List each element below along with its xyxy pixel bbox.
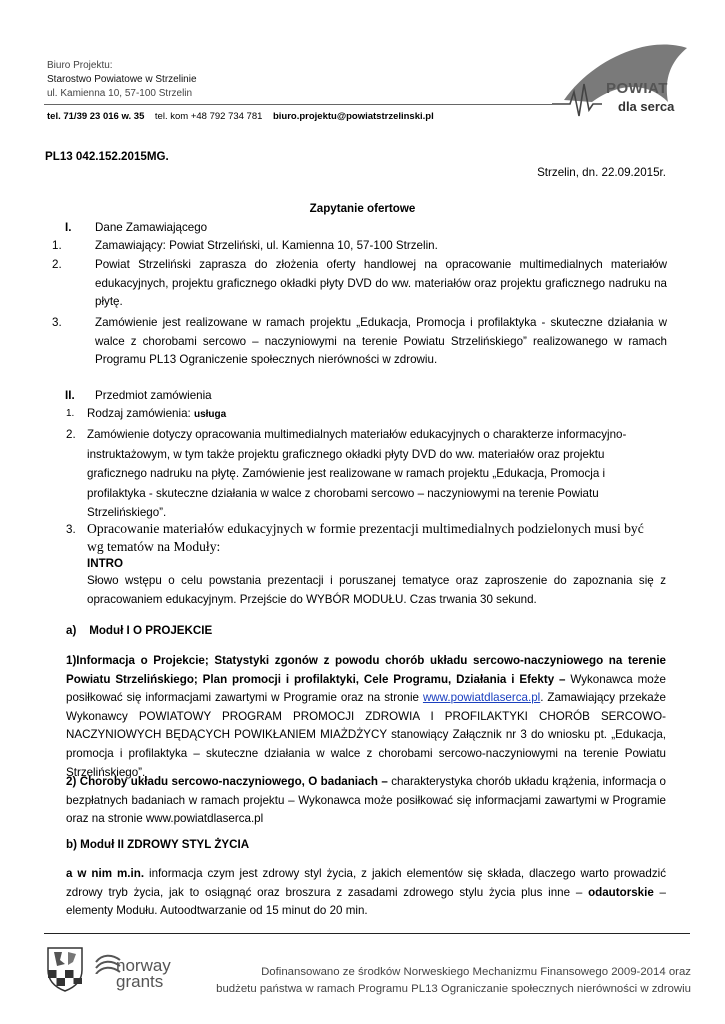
section-2-item-2 — [66, 425, 666, 523]
funding-line-1: Dofinansowano ze środków Norweskiego Mechanizmu Finansowego 2009-2014 oraz — [261, 966, 691, 978]
office-name: Starostwo Powiatowe w Strzelinie — [47, 74, 197, 85]
item-number: 3. — [52, 316, 62, 329]
grants-text: grants — [116, 972, 164, 991]
item-number: 2. — [66, 428, 76, 441]
section-1-item-1 — [52, 237, 667, 256]
item-text: Powiat Strzeliński zaprasza do złożenia oferty handlowej na opracowanie multimedialnych materiałów edukacyjnych, projektu graficznego okładki płyty DVD do ww. materiałów oraz projektu graficznego nadruku na płytę. — [95, 258, 667, 309]
module-b-bold-2: odautorskie — [588, 885, 654, 899]
contact-kom: tel. kom +48 792 734 781 — [154, 111, 263, 122]
module-a-p1-text-b: . Zamawiający przekaże Wykonawcy POWIATOWY PROGRAM PROMOCJI ZDROWIA I PROFILAKTYKI CHORÓB SERCOWO-NACZYNIOWYCH BĘDĄCYCH POWIKŁANIEM MIAŻDŻYCY stanowiący Załącznik nr 3 do wniosku pt. „Edukacja, promocja i profilaktyka – skuteczne działania w walce z chorobami sercowo-naczyniowymi na terenie Powiatu Strzelińskiego”. — [66, 691, 667, 779]
order-type-value: usługa — [193, 409, 227, 420]
intro-heading: INTRO — [87, 557, 124, 570]
module-a-p2-bold: 2) Choroby układu sercowo-naczyniowego, O badaniach – — [66, 775, 388, 788]
module-a-p1-bold: 1)Informacja o Projekcie; Statystyki zgonów z powodu chorób układu sercowo-naczyniowego na terenie Powiatu Strzelińskiego; Plan promocji i profilaktyki, Cele Programu, Działania i Efekty – — [66, 654, 666, 686]
section-2-item-1 — [66, 405, 666, 425]
place-date: Strzelin, dn. 22.09.2015r. — [537, 166, 666, 179]
section-1-heading: Dane Zamawiającego — [95, 221, 208, 234]
coat-of-arms-logo — [46, 946, 84, 992]
module-b-text-b: – elementy Modułu. Autoodtwarzanie od 15 minut do 20 min. — [66, 885, 666, 918]
contact-line — [47, 111, 434, 122]
section-2-heading: Przedmiot zamówienia — [95, 389, 212, 402]
item-text: Zamawiający: Powiat Strzeliński, ul. Kamienna 10, 57-100 Strzelin. — [95, 239, 438, 252]
module-a-paragraph-1 — [66, 652, 666, 782]
module-a-p1-text-a: Wykonawca może posiłkować się informacjami zawartymi w Programie oraz na stronie — [66, 672, 666, 705]
module-a-heading: a) Moduł I O PROJEKCIE — [66, 624, 213, 637]
funding-line-2: budżetu państwa w ramach Programu PL13 Ograniczanie społecznych nierówności w zdrowiu — [216, 983, 691, 995]
contact-tel: tel. 71/39 23 016 w. 35 — [47, 111, 145, 122]
section-1-item-2 — [52, 256, 667, 312]
office-label: Biuro Projektu: — [47, 60, 113, 71]
shield-icon — [46, 946, 84, 992]
footer-rule — [44, 933, 690, 934]
document-title: Zapytanie ofertowe — [309, 202, 416, 215]
module-a-p2-text: charakterystyka chorób układu krążenia, informacja o bezpłatnych badaniach w ramach projektu – Wykonawca może posiłkować się informacjami zawartymi w Programie oraz na stronie www.powiatdlaserca.pl — [66, 775, 666, 826]
module-b-heading: b) Moduł II ZDROWY STYL ŻYCIA — [66, 838, 250, 851]
section-1-item-3 — [52, 314, 667, 370]
order-type-label: Rodzaj zamówienia: — [87, 407, 191, 420]
contact-email: biuro.projektu@powiatstrzelinski.pl — [272, 111, 434, 122]
item-text: Zamówienie dotyczy opracowania multimedialnych materiałów edukacyjnych o charakterze informacyjno-instruktażowym, w tym także projektu graficznego okładki płyty DVD do ww. materiałów oraz projektu graficznego nadruku na płytę. Zamówienie jest realizowane w ramach projektu „Edukacja, Promocja i profilaktyka - skuteczne działania w walce z chorobami sercowo – naczyniowymi na terenie Powiatu Strzelińskiego”. — [87, 428, 627, 520]
item-text: Zamówienie jest realizowane w ramach projektu „Edukacja, Promocja i profilaktyka - skuteczne działania w walce z chorobami sercowo – naczyniowymi na terenie Powiatu Strzelińskiego” realizowanego w ramach Programu PL13 Ograniczenie społecznych nierówności w zdrowiu. — [95, 316, 667, 367]
item-text: Opracowanie materiałów edukacyjnych w formie prezentacji multimedialnych podzielonych musi być wg tematów na Moduły: — [87, 521, 644, 554]
logo-line-2: dla serca — [618, 99, 675, 114]
document-reference: PL13 042.152.2015MG. — [45, 150, 169, 163]
module-b-bold: a w nim m.in. — [66, 867, 145, 880]
module-b-paragraph — [66, 865, 666, 921]
item-number: 2. — [52, 258, 62, 271]
office-address: ul. Kamienna 10, 57-100 Strzelin — [47, 88, 193, 99]
website-link[interactable]: www.powiatdlaserca.pl — [422, 691, 541, 705]
intro-text: Słowo wstępu o celu powstania prezentacji i poruszanej tematyce oraz zaproszenie do zapoznania się z opracowaniem edukacyjnym. Przejście do WYBÓR MODUŁU. Czas trwania 30 sekund. — [87, 574, 666, 606]
section-2-item-3 — [66, 520, 666, 556]
norway-text: norway — [116, 956, 171, 975]
module-b-text-a: informacja czym jest zdrowy styl życia, z jakich elementów się składa, dlaczego warto prowadzić zdrowy tryb życia, jak to osiągnąć oraz broszura z zasadami zdrowego stylu życia plus inne – — [66, 867, 667, 899]
section-1-numeral: I. — [65, 221, 72, 234]
module-a-paragraph-2 — [66, 773, 666, 829]
item-number: 1. — [52, 239, 62, 252]
item-number: 3. — [66, 523, 76, 536]
powiat-dla-serca-logo — [552, 40, 692, 130]
logo-line-1: POWIAT — [606, 80, 668, 97]
section-2-numeral: II. — [65, 389, 75, 402]
norway-grants-logo — [94, 948, 174, 994]
item-number: 1. — [66, 408, 75, 419]
header-rule — [44, 104, 552, 105]
